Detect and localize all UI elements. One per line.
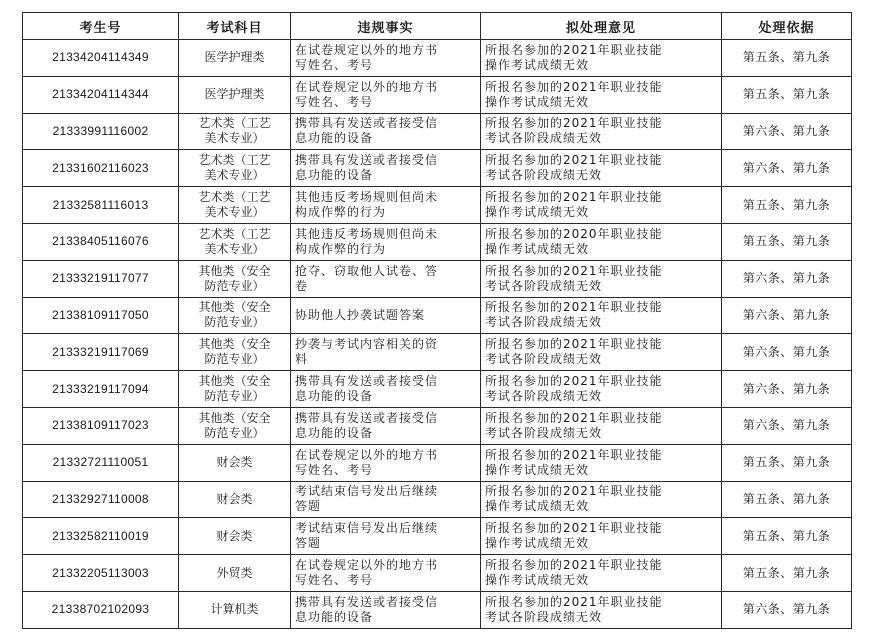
opinion-line: 所报名参加的2021年职业技能 — [485, 410, 663, 425]
basis-cell: 第五条、第九条 — [722, 481, 852, 518]
fact-line: 在试卷规定以外的地方书 — [295, 79, 439, 94]
subject-line: 美术专业） — [204, 205, 265, 220]
subject-cell — [179, 481, 291, 518]
header-exam-id: 考生号 — [23, 13, 179, 40]
table-body — [23, 40, 852, 629]
exam-id-cell: 21331602116023 — [23, 150, 179, 187]
opinion-line: 所报名参加的2021年职业技能 — [485, 521, 663, 536]
opinion-line: 所报名参加的2021年职业技能 — [485, 42, 663, 57]
violation-fact-cell — [291, 113, 481, 150]
basis-cell: 第六条、第九条 — [722, 591, 852, 628]
basis-cell: 第五条、第九条 — [722, 187, 852, 224]
opinion-line: 所报名参加的2021年职业技能 — [485, 447, 663, 462]
subject-line: 防范专业） — [204, 425, 265, 440]
exam-id-cell: 21333219117077 — [23, 260, 179, 297]
opinion-line: 所报名参加的2021年职业技能 — [485, 484, 663, 499]
subject-line: 艺术类（工艺 — [198, 116, 271, 131]
subject-line: 财会类 — [216, 455, 253, 470]
proposed-action-cell — [481, 187, 722, 224]
basis-cell: 第六条、第九条 — [722, 113, 852, 150]
opinion-line: 所报名参加的2021年职业技能 — [485, 300, 663, 315]
fact-line: 卷 — [295, 278, 309, 293]
header-proposed-action: 拟处理意见 — [481, 13, 722, 40]
opinion-line: 所报名参加的2020年职业技能 — [485, 226, 663, 241]
table-row — [23, 187, 852, 224]
fact-line: 在试卷规定以外的地方书 — [295, 42, 439, 57]
exam-id-cell: 21332721110051 — [23, 444, 179, 481]
fact-line: 考试结束信号发出后继续 — [295, 521, 439, 536]
subject-line: 防范专业） — [204, 315, 265, 330]
fact-line: 写姓名、考号 — [295, 462, 374, 477]
fact-line: 息功能的设备 — [295, 425, 374, 440]
violation-fact-cell — [291, 444, 481, 481]
table-row — [23, 40, 852, 77]
opinion-line: 所报名参加的2021年职业技能 — [485, 263, 663, 278]
basis-cell: 第六条、第九条 — [722, 260, 852, 297]
exam-id-cell: 21332205113003 — [23, 555, 179, 592]
fact-line: 抄袭与考试内容相关的资 — [295, 337, 439, 352]
fact-line: 写姓名、考号 — [295, 573, 374, 588]
fact-line: 其他违反考场规则但尚未 — [295, 190, 439, 205]
opinion-line: 考试各阶段成绩无效 — [485, 278, 603, 293]
violation-fact-cell — [291, 518, 481, 555]
proposed-action-cell — [481, 518, 722, 555]
subject-cell — [179, 407, 291, 444]
table-row — [23, 371, 852, 408]
basis-cell: 第五条、第九条 — [722, 518, 852, 555]
opinion-line: 所报名参加的2021年职业技能 — [485, 594, 663, 609]
fact-line: 料 — [295, 352, 309, 367]
exam-id-cell: 21334204114349 — [23, 40, 179, 77]
opinion-line: 考试各阶段成绩无效 — [485, 168, 603, 183]
violation-fact-cell — [291, 481, 481, 518]
subject-line: 艺术类（工艺 — [198, 190, 271, 205]
fact-line: 答题 — [295, 536, 322, 551]
subject-cell — [179, 297, 291, 334]
opinion-line: 操作考试成绩无效 — [485, 573, 590, 588]
exam-id-cell: 21334204114344 — [23, 76, 179, 113]
subject-cell — [179, 260, 291, 297]
opinion-line: 操作考试成绩无效 — [485, 241, 590, 256]
basis-cell: 第六条、第九条 — [722, 407, 852, 444]
opinion-line: 操作考试成绩无效 — [485, 57, 590, 72]
opinion-line: 操作考试成绩无效 — [485, 94, 590, 109]
violation-fact-cell — [291, 150, 481, 187]
fact-line: 考试结束信号发出后继续 — [295, 484, 439, 499]
fact-line: 息功能的设备 — [295, 609, 374, 624]
subject-line: 计算机类 — [210, 602, 259, 617]
subject-line: 其他类（安全 — [198, 337, 271, 352]
table-row — [23, 260, 852, 297]
table-row — [23, 150, 852, 187]
subject-line: 其他类（安全 — [198, 374, 271, 389]
subject-line: 财会类 — [216, 491, 253, 506]
opinion-line: 所报名参加的2021年职业技能 — [485, 374, 663, 389]
proposed-action-cell — [481, 591, 722, 628]
proposed-action-cell — [481, 444, 722, 481]
opinion-line: 考试各阶段成绩无效 — [485, 425, 603, 440]
opinion-line: 所报名参加的2021年职业技能 — [485, 190, 663, 205]
fact-line: 携带具有发送或者接受信 — [295, 594, 439, 609]
subject-cell — [179, 113, 291, 150]
table-row — [23, 481, 852, 518]
subject-cell — [179, 76, 291, 113]
opinion-line: 考试各阶段成绩无效 — [485, 609, 603, 624]
proposed-action-cell — [481, 260, 722, 297]
opinion-line: 所报名参加的2021年职业技能 — [485, 116, 663, 131]
subject-cell — [179, 150, 291, 187]
opinion-line: 考试各阶段成绩无效 — [485, 352, 603, 367]
opinion-line: 操作考试成绩无效 — [485, 499, 590, 514]
fact-line: 在试卷规定以外的地方书 — [295, 558, 439, 573]
fact-line: 携带具有发送或者接受信 — [295, 410, 439, 425]
exam-id-cell: 21333219117069 — [23, 334, 179, 371]
table-header-row — [23, 13, 852, 40]
subject-cell — [179, 223, 291, 260]
basis-cell: 第五条、第九条 — [722, 76, 852, 113]
header-subject: 考试科目 — [179, 13, 291, 40]
opinion-line: 考试各阶段成绩无效 — [485, 389, 603, 404]
opinion-line: 所报名参加的2021年职业技能 — [485, 153, 663, 168]
violation-fact-cell — [291, 297, 481, 334]
exam-id-cell: 21338109117050 — [23, 297, 179, 334]
exam-id-cell: 21338109117023 — [23, 407, 179, 444]
table-row — [23, 518, 852, 555]
exam-id-cell: 21338702102093 — [23, 591, 179, 628]
violation-fact-cell — [291, 223, 481, 260]
basis-cell: 第五条、第九条 — [722, 444, 852, 481]
opinion-line: 考试各阶段成绩无效 — [485, 131, 603, 146]
violation-fact-cell — [291, 334, 481, 371]
basis-cell: 第六条、第九条 — [722, 297, 852, 334]
basis-cell: 第五条、第九条 — [722, 40, 852, 77]
header-violation-fact: 违规事实 — [291, 13, 481, 40]
fact-line: 构成作弊的行为 — [295, 241, 387, 256]
table-row — [23, 76, 852, 113]
opinion-line: 所报名参加的2021年职业技能 — [485, 558, 663, 573]
proposed-action-cell — [481, 150, 722, 187]
subject-line: 美术专业） — [204, 131, 265, 146]
table-row — [23, 113, 852, 150]
subject-line: 财会类 — [216, 528, 253, 543]
proposed-action-cell — [481, 481, 722, 518]
fact-line: 息功能的设备 — [295, 131, 374, 146]
fact-line: 其他违反考场规则但尚未 — [295, 226, 439, 241]
exam-id-cell: 21333219117094 — [23, 371, 179, 408]
opinion-line: 所报名参加的2021年职业技能 — [485, 337, 663, 352]
proposed-action-cell — [481, 297, 722, 334]
proposed-action-cell — [481, 40, 722, 77]
violations-table — [22, 12, 852, 629]
subject-line: 艺术类（工艺 — [198, 153, 271, 168]
subject-cell — [179, 371, 291, 408]
exam-id-cell: 21332582110019 — [23, 518, 179, 555]
violation-fact-cell — [291, 591, 481, 628]
violation-fact-cell — [291, 187, 481, 224]
basis-cell: 第六条、第九条 — [722, 371, 852, 408]
subject-line: 其他类（安全 — [198, 410, 271, 425]
basis-cell: 第六条、第九条 — [722, 334, 852, 371]
subject-cell — [179, 444, 291, 481]
proposed-action-cell — [481, 555, 722, 592]
basis-cell: 第五条、第九条 — [722, 223, 852, 260]
subject-line: 美术专业） — [204, 241, 265, 256]
subject-cell — [179, 187, 291, 224]
fact-line: 在试卷规定以外的地方书 — [295, 447, 439, 462]
violation-fact-cell — [291, 407, 481, 444]
table-row — [23, 555, 852, 592]
header-basis: 处理依据 — [722, 13, 852, 40]
proposed-action-cell — [481, 223, 722, 260]
violation-fact-cell — [291, 260, 481, 297]
subject-cell — [179, 40, 291, 77]
opinion-line: 操作考试成绩无效 — [485, 536, 590, 551]
table-row — [23, 591, 852, 628]
fact-line: 抢夺、窃取他人试卷、答 — [295, 263, 439, 278]
table-row — [23, 444, 852, 481]
subject-line: 其他类（安全 — [198, 300, 271, 315]
fact-line: 写姓名、考号 — [295, 94, 374, 109]
proposed-action-cell — [481, 334, 722, 371]
exam-id-cell: 21332927110008 — [23, 481, 179, 518]
subject-line: 艺术类（工艺 — [198, 226, 271, 241]
basis-cell: 第五条、第九条 — [722, 555, 852, 592]
fact-line: 携带具有发送或者接受信 — [295, 153, 439, 168]
opinion-line: 操作考试成绩无效 — [485, 462, 590, 477]
subject-cell — [179, 591, 291, 628]
opinion-line: 考试各阶段成绩无效 — [485, 315, 603, 330]
fact-line: 息功能的设备 — [295, 168, 374, 183]
fact-line: 携带具有发送或者接受信 — [295, 374, 439, 389]
subject-line: 医学护理类 — [204, 50, 265, 65]
subject-line: 防范专业） — [204, 389, 265, 404]
proposed-action-cell — [481, 113, 722, 150]
exam-id-cell: 21333991116002 — [23, 113, 179, 150]
violation-fact-cell — [291, 40, 481, 77]
fact-line: 写姓名、考号 — [295, 57, 374, 72]
fact-line: 构成作弊的行为 — [295, 205, 387, 220]
proposed-action-cell — [481, 371, 722, 408]
exam-id-cell: 21332581116013 — [23, 187, 179, 224]
exam-id-cell: 21338405116076 — [23, 223, 179, 260]
subject-line: 防范专业） — [204, 352, 265, 367]
fact-line: 协助他人抄袭试题答案 — [295, 307, 426, 322]
opinion-line: 操作考试成绩无效 — [485, 205, 590, 220]
table-row — [23, 407, 852, 444]
proposed-action-cell — [481, 407, 722, 444]
subject-line: 外贸类 — [216, 565, 253, 580]
subject-cell — [179, 334, 291, 371]
subject-cell — [179, 518, 291, 555]
subject-cell — [179, 555, 291, 592]
subject-line: 防范专业） — [204, 278, 265, 293]
table-row — [23, 297, 852, 334]
subject-line: 其他类（安全 — [198, 263, 271, 278]
violation-fact-cell — [291, 555, 481, 592]
table-row — [23, 334, 852, 371]
proposed-action-cell — [481, 76, 722, 113]
violation-fact-cell — [291, 76, 481, 113]
fact-line: 息功能的设备 — [295, 389, 374, 404]
table-row — [23, 223, 852, 260]
basis-cell: 第六条、第九条 — [722, 150, 852, 187]
violation-fact-cell — [291, 371, 481, 408]
fact-line: 携带具有发送或者接受信 — [295, 116, 439, 131]
fact-line: 答题 — [295, 499, 322, 514]
opinion-line: 所报名参加的2021年职业技能 — [485, 79, 663, 94]
subject-line: 医学护理类 — [204, 87, 265, 102]
subject-line: 美术专业） — [204, 168, 265, 183]
